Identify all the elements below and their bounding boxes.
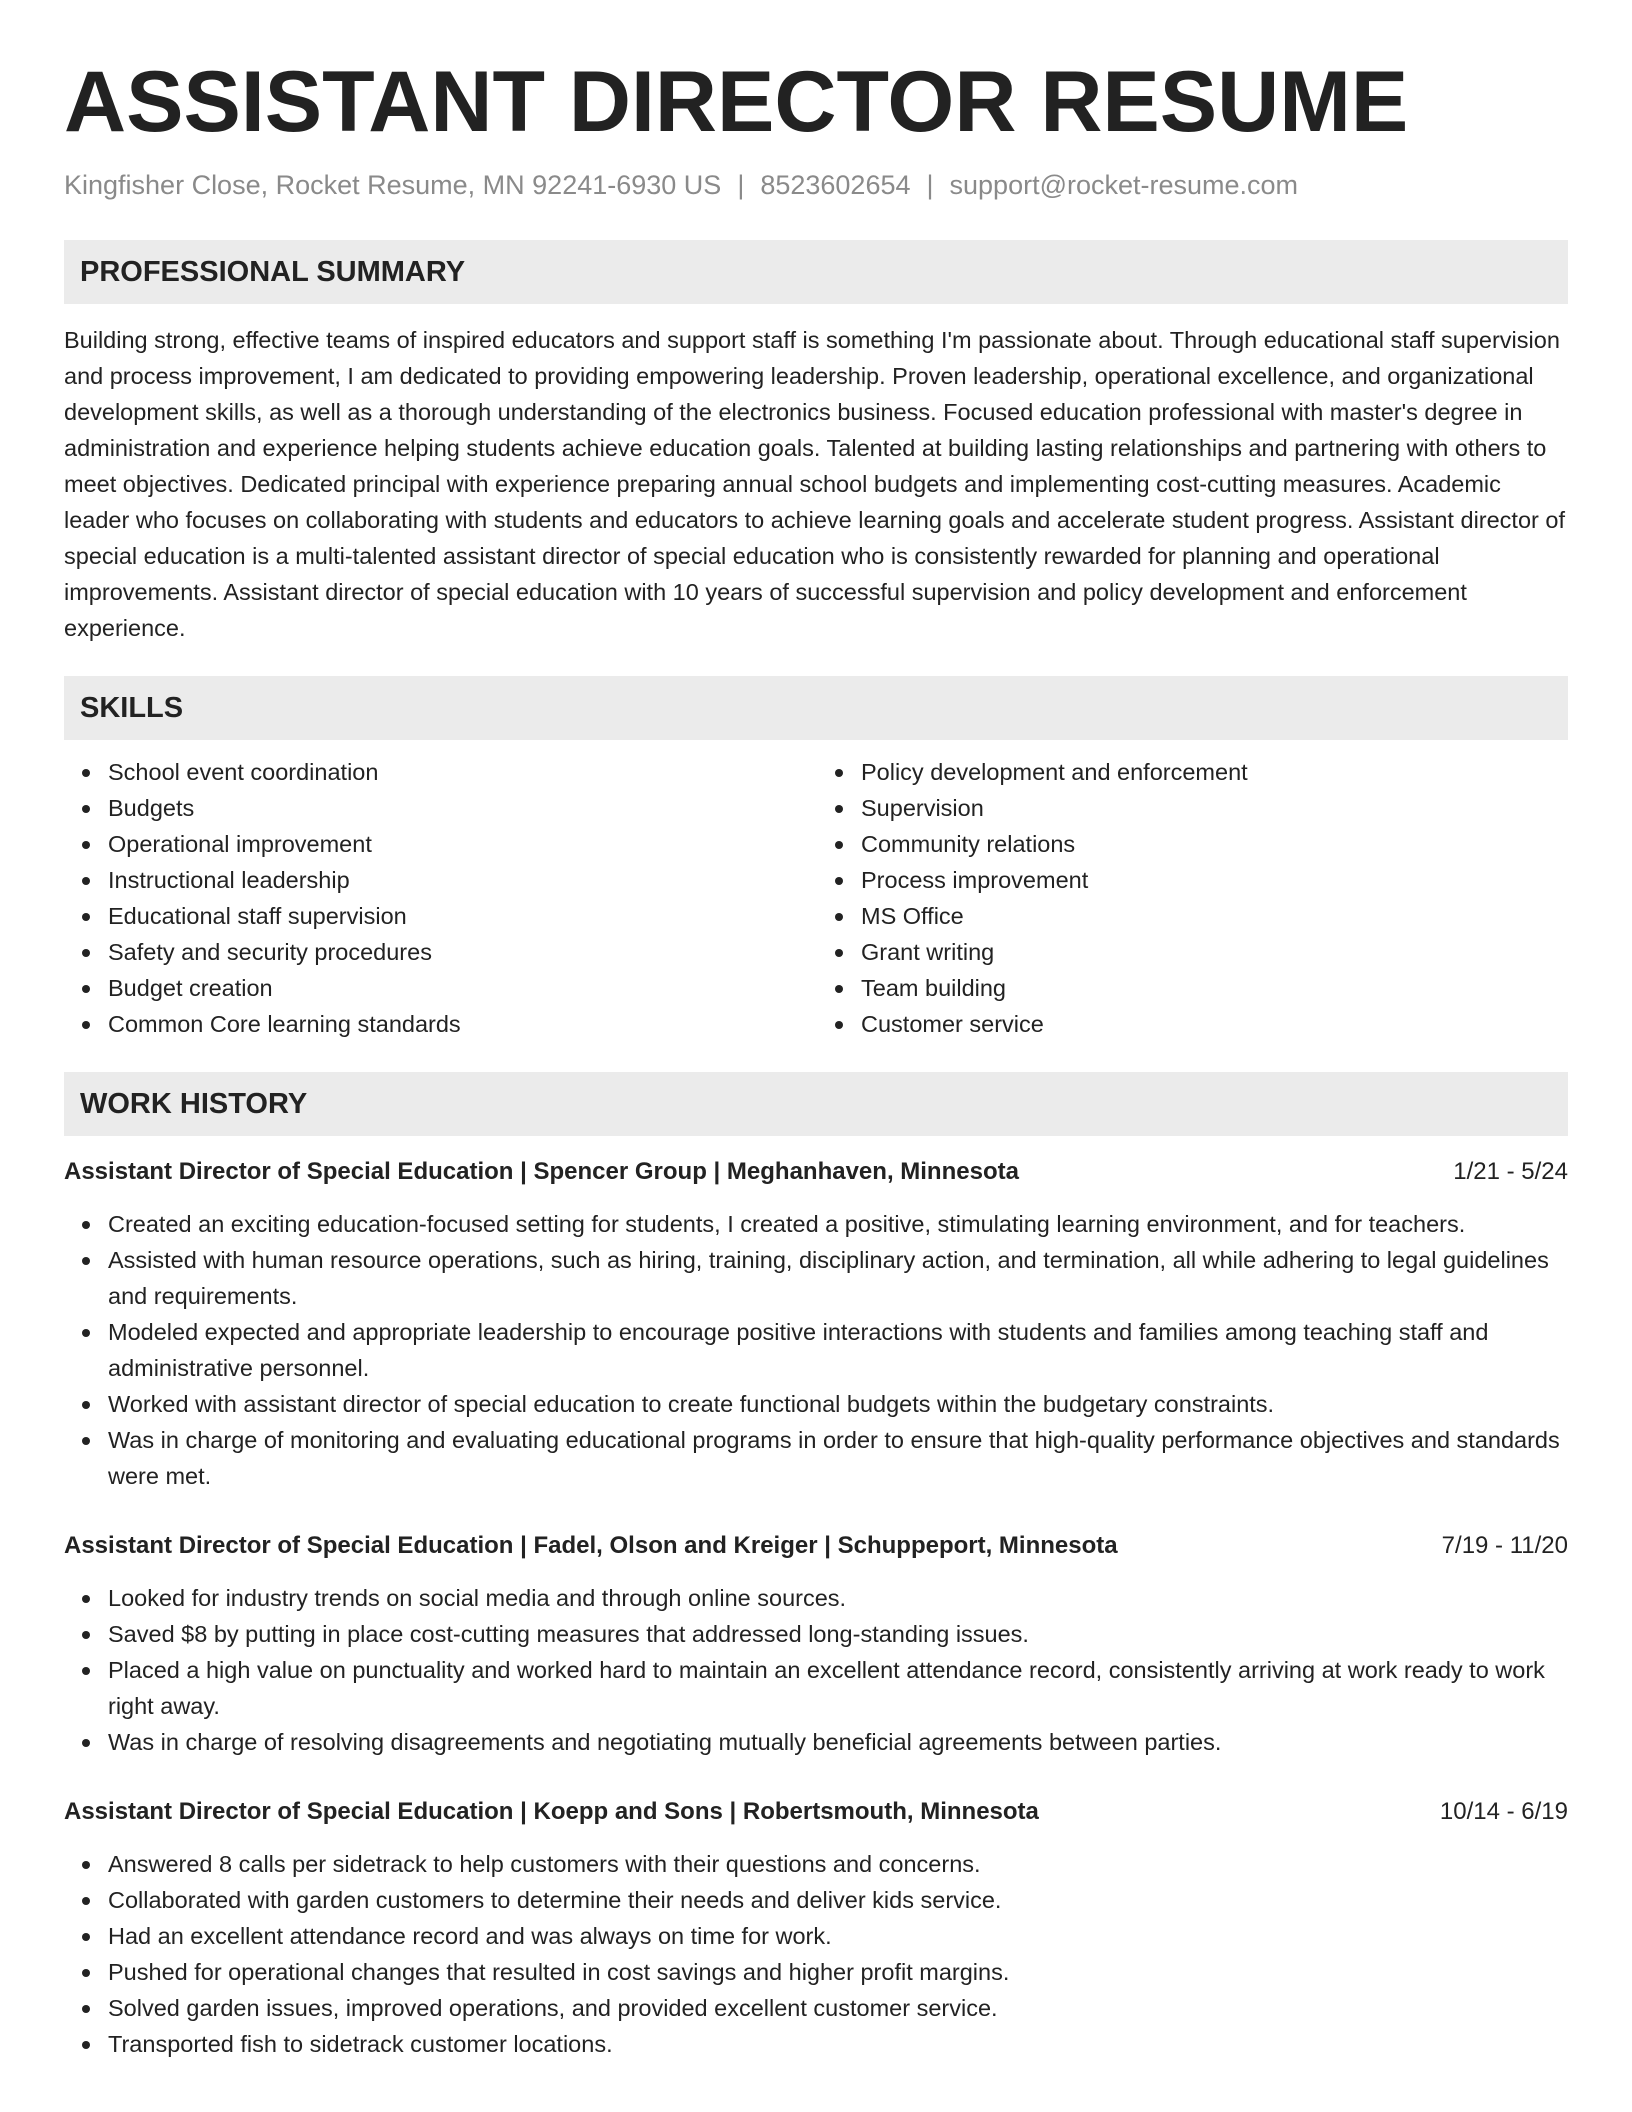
job-bullet: Was in charge of monitoring and evaluating educational programs in order to ensure that high-quality performance objectives and standards were met.: [108, 1422, 1568, 1494]
job-bullet: Placed a high value on punctuality and worked hard to maintain an excellent attendance record, consistently arriving at work ready to work right away.: [108, 1652, 1568, 1724]
job-bullet: Saved $8 by putting in place cost-cutting measures that addressed long-standing issues.: [108, 1616, 1568, 1652]
skill-item: Budget creation: [108, 970, 815, 1006]
section-header-summary: PROFESSIONAL SUMMARY: [64, 240, 1568, 304]
skill-item: Supervision: [861, 790, 1568, 826]
skill-item: School event coordination: [108, 754, 815, 790]
skill-item: Process improvement: [861, 862, 1568, 898]
contact-separator: |: [926, 170, 934, 200]
job-dates: 10/14 - 6/19: [1439, 1798, 1568, 1825]
section-header-work-history: WORK HISTORY: [64, 1072, 1568, 1136]
skill-item: Grant writing: [861, 934, 1568, 970]
job-bullet: Answered 8 calls per sidetrack to help customers with their questions and concerns.: [108, 1846, 1568, 1882]
skills-column-left: [64, 754, 815, 1042]
resume-title: ASSISTANT DIRECTOR RESUME: [64, 54, 1409, 150]
skills-list: [64, 754, 1568, 1042]
job-bullet: Solved garden issues, improved operations, and provided excellent customer service.: [108, 1990, 1568, 2026]
job-bullet: Had an excellent attendance record and was always on time for work.: [108, 1918, 1568, 1954]
job-bullet: Pushed for operational changes that resulted in cost savings and higher profit margins.: [108, 1954, 1568, 1990]
skill-item: Common Core learning standards: [108, 1006, 815, 1042]
job-dates: 1/21 - 5/24: [1453, 1158, 1568, 1185]
skill-item: Customer service: [861, 1006, 1568, 1042]
skill-item: Community relations: [861, 826, 1568, 862]
skill-item: Team building: [861, 970, 1568, 1006]
job-bullet: Worked with assistant director of special education to create functional budgets within the budgetary constraints.: [108, 1386, 1568, 1422]
work-history-list: [64, 1154, 1568, 2062]
job-dates: 7/19 - 11/20: [1441, 1532, 1568, 1559]
skill-item: Policy development and enforcement: [861, 754, 1568, 790]
job-bullet: Assisted with human resource operations, such as hiring, training, disciplinary action, and termination, all while adhering to legal guidelines and requirements.: [108, 1242, 1568, 1314]
job-bullet: Was in charge of resolving disagreements and negotiating mutually beneficial agreements between parties.: [108, 1724, 1568, 1760]
skill-item: MS Office: [861, 898, 1568, 934]
skill-item: Budgets: [108, 790, 815, 826]
section-header-skills: SKILLS: [64, 676, 1568, 740]
resume-page: [64, 52, 1568, 2062]
job-title: Assistant Director of Special Education | Fadel, Olson and Kreiger | Schuppeport, Minnesota: [64, 1532, 1118, 1559]
contact-line: [64, 168, 1568, 202]
skills-column-right: [815, 754, 1568, 1042]
job-header: [64, 1794, 1568, 1830]
job-bullet: Modeled expected and appropriate leadership to encourage positive interactions with students and families among teaching staff and administrative personnel.: [108, 1314, 1568, 1386]
job-entry: [64, 1794, 1568, 2062]
contact-address: Kingfisher Close, Rocket Resume, MN 92241-6930 US: [64, 170, 722, 200]
skill-item: Educational staff supervision: [108, 898, 815, 934]
job-header: [64, 1528, 1568, 1564]
job-title: Assistant Director of Special Education | Koepp and Sons | Robertsmouth, Minnesota: [64, 1798, 1039, 1825]
skill-item: Operational improvement: [108, 826, 815, 862]
job-bullets: [64, 1580, 1568, 1760]
job-title: Assistant Director of Special Education | Spencer Group | Meghanhaven, Minnesota: [64, 1158, 1019, 1185]
summary-text: Building strong, effective teams of inspired educators and support staff is something I'm passionate about. Through educational staff supervision and process improvement, I am dedicated to providing empowering leadership. Proven leadership, operational excellence, and organizational development skills, as well as a thorough understanding of the electronics business. Focused education professional with master's degree in administration and experience helping students achieve education goals. Talented at building lasting relationships and partnering with others to meet objectives. Dedicated principal with experience preparing annual school budgets and implementing cost-cutting measures. Academic leader who focuses on collaborating with students and educators to achieve learning goals and accelerate student progress. Assistant director of special education is a multi-talented assistant director of special education who is consistently rewarded for planning and operational improvements. Assistant director of special education with 10 years of successful supervision and policy development and enforcement experience.: [64, 327, 1565, 641]
contact-phone: 8523602654: [760, 170, 911, 200]
contact-separator: |: [737, 170, 745, 200]
contact-email: support@rocket-resume.com: [949, 170, 1299, 200]
job-bullet: Created an exciting education-focused setting for students, I created a positive, stimulating learning environment, and for teachers.: [108, 1206, 1568, 1242]
job-bullet: Transported fish to sidetrack customer locations.: [108, 2026, 1568, 2062]
job-header: [64, 1154, 1568, 1190]
job-bullet: Collaborated with garden customers to determine their needs and deliver kids service.: [108, 1882, 1568, 1918]
job-bullet: Looked for industry trends on social media and through online sources.: [108, 1580, 1568, 1616]
job-bullets: [64, 1206, 1568, 1494]
skill-item: Safety and security procedures: [108, 934, 815, 970]
skill-item: Instructional leadership: [108, 862, 815, 898]
job-entry: [64, 1154, 1568, 1494]
job-entry: [64, 1528, 1568, 1760]
job-bullets: [64, 1846, 1568, 2062]
